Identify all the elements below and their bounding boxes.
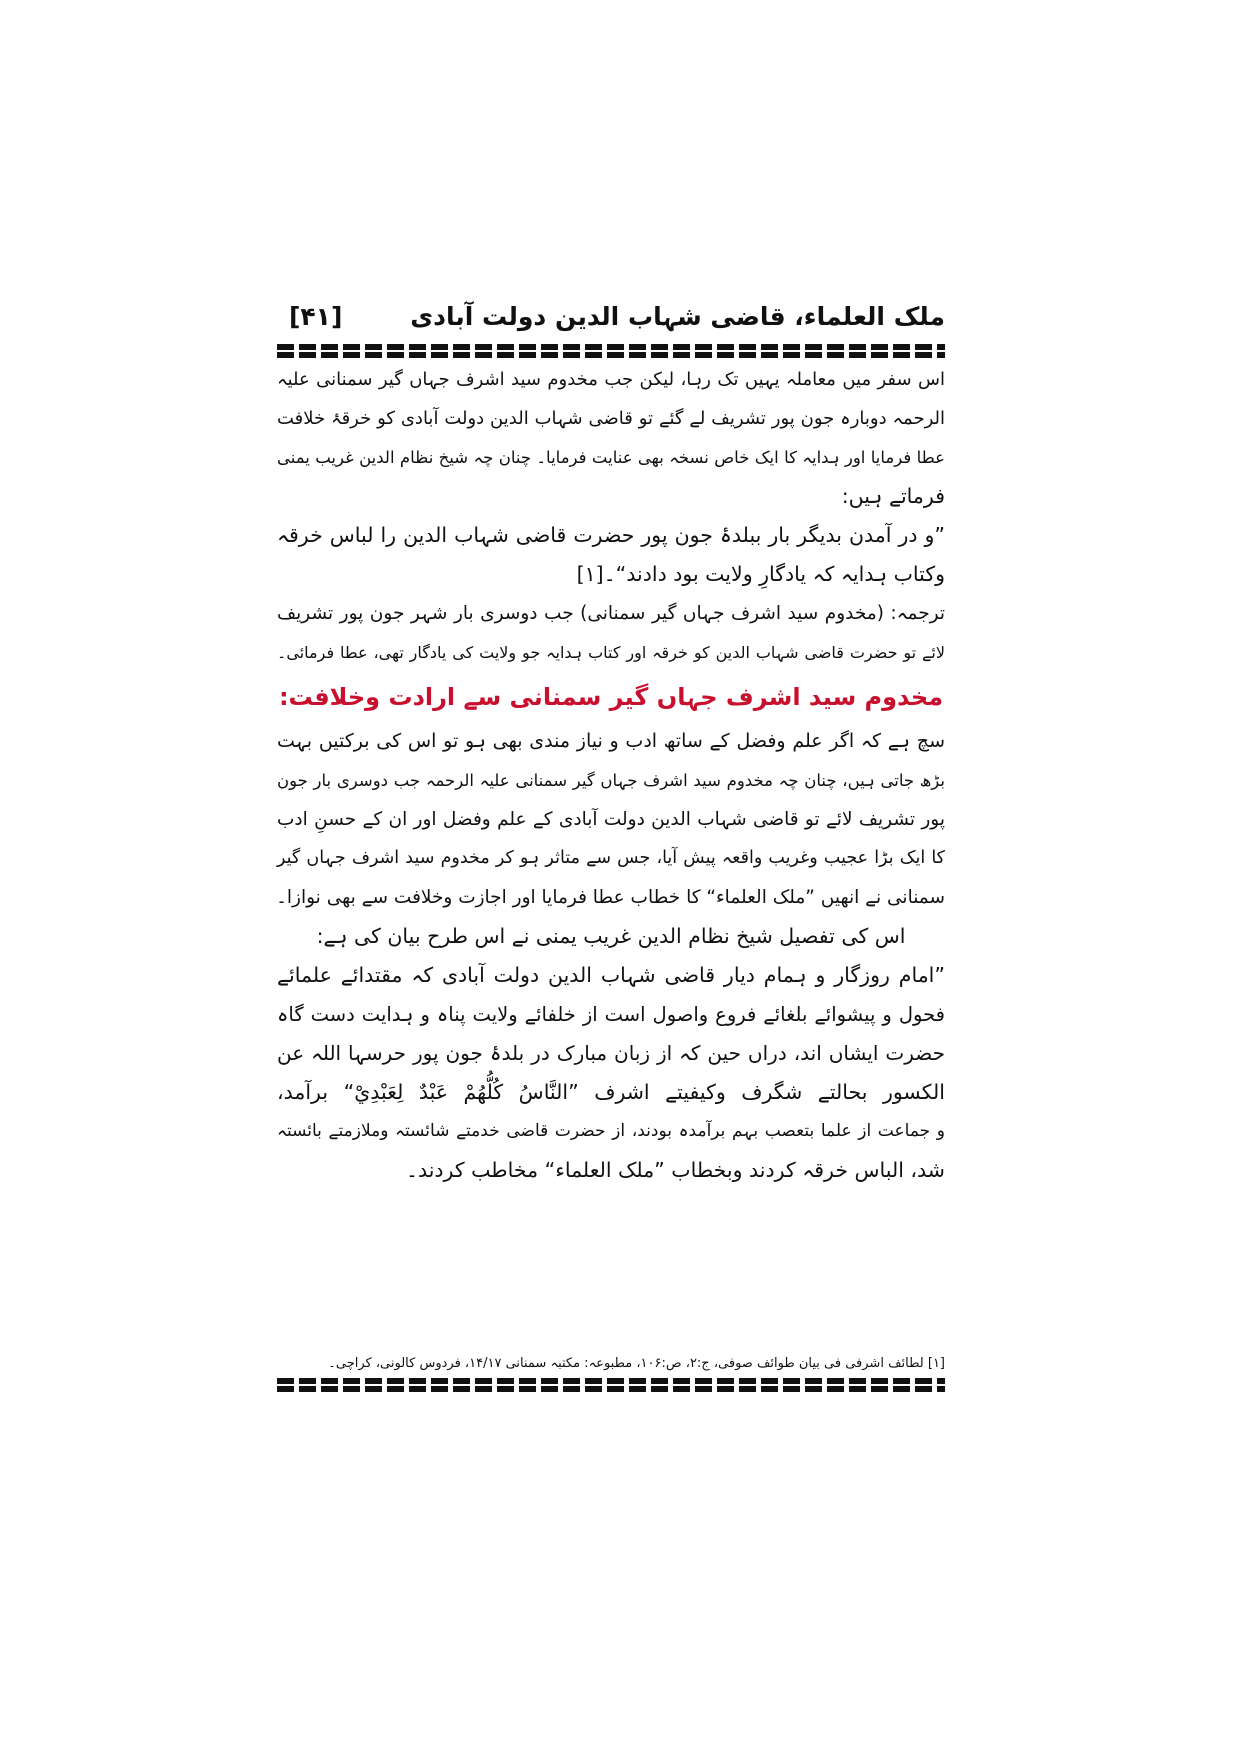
running-title: ملک العلماء، قاضی شہاب الدین دولت آبادی	[410, 302, 945, 331]
paragraph-line: عطا فرمایا اور ہدایہ کا ایک خاص نسخہ بھی عنایت فرمایا۔ چنان چہ شیخ نظام الدین غریب یمنی	[277, 448, 945, 467]
header-dashed-rule	[277, 352, 945, 358]
section-heading: مخدوم سید اشرف جہاں گیر سمنانی سے ارادت وخلافت:	[278, 683, 944, 711]
paragraph-line: اس سفر میں معاملہ یہیں تک رہا، لیکن جب مخدوم سید اشرف جہاں گیر سمنانی علیہ	[277, 369, 945, 390]
paragraph-line: الرحمہ دوبارہ جون پور تشریف لے گئے تو قاضی شہاب الدین دولت آبادی کو خرقۂ خلافت	[277, 408, 945, 429]
footnote: [۱] لطائف اشرفی فی بیان طوائف صوفی، ج:۲، ص:۱۰۶، مطبوعہ: مکتبہ سمنانی ۱۴/۱۷، فردوس کالونی، کراچی۔	[328, 1356, 945, 1371]
header-dashed-rule	[277, 344, 945, 350]
paragraph-line: کا ایک بڑا عجیب وغریب واقعہ پیش آیا، جس سے متاثر ہو کر مخدوم سید اشرف جہاں گیر	[277, 848, 945, 868]
quote-line: و جماعت از علما بتعصب بہم برآمدہ بودند، از حضرت قاضی خدمتے شائستہ وملازمتے بائستہ	[277, 1121, 945, 1141]
quote-line: ”و در آمدن بدیگر بار ببلدۂ جون پور حضرت قاضی شہاب الدین را لباس خرقہ	[277, 523, 945, 547]
quote-line: شد، الباس خرقہ کردند وبخطاب ”ملک العلماء“ مخاطب کردند۔	[405, 1158, 945, 1182]
paragraph-line: سچ ہے کہ اگر علم وفضل کے ساتھ ادب و نیاز مندی بھی ہو تو اس کی برکتیں بہت	[277, 730, 945, 752]
paragraph-line: اس کی تفصیل شیخ نظام الدین غریب یمنی نے اس طرح بیان کی ہے:	[316, 924, 906, 948]
translation-line: لائے تو حضرت قاضی شہاب الدین کو خرقہ اور کتاب ہدایہ جو ولایت کی یادگار تھی، عطا فرمائی۔	[277, 643, 945, 662]
paragraph-line: سمنانی نے انھیں ”ملک العلماء“ کا خطاب عطا فرمایا اور اجازت وخلافت سے بھی نوازا۔	[276, 887, 945, 908]
footer-dashed-rule	[277, 1386, 945, 1392]
paragraph-line: بڑھ جاتی ہیں، چنان چہ مخدوم سید اشرف جہاں گیر سمنانی علیہ الرحمہ جب دوسری بار جون	[277, 771, 945, 790]
footer-dashed-rule	[277, 1378, 945, 1384]
quote-line: الکسور بحالتے شگرف وکیفیتے اشرف ”النَّاسُ كُلُّهُمْ عَبْدٌ لِعَبْدِيْ“ برآمد،	[277, 1080, 945, 1104]
body-text	[277, 360, 945, 1190]
quote-line: وکتاب ہدایہ کہ یادگارِ ولایت بود دادند“۔[۱]	[576, 562, 945, 586]
page-header	[277, 300, 945, 340]
quote-line: ”امام روزگار و ہمام دیار قاضی شہاب الدین دولت آبادی کہ مقتدائے علمائے	[277, 963, 945, 987]
translation-line: ترجمہ: (مخدوم سید اشرف جہاں گیر سمنانی) جب دوسری بار شہر جون پور تشریف	[277, 603, 945, 624]
quote-line: حضرت ایشاں اند، دراں حین کہ از زبان مبارک در بلدۂ جون پور حرسہا اللہ عن	[277, 1041, 945, 1065]
paragraph-line: فرماتے ہیں:	[841, 484, 945, 508]
page-number: [۴۱]	[289, 302, 343, 331]
paragraph-line: پور تشریف لائے تو قاضی شہاب الدین دولت آبادی کے علم وفضل اور ان کے حسنِ ادب	[277, 809, 945, 830]
quote-line: فحول و پیشوائے بلغائے فروع واصول است از خلفائے ولایت پناہ و ہدایت دست گاہ	[277, 1003, 945, 1026]
